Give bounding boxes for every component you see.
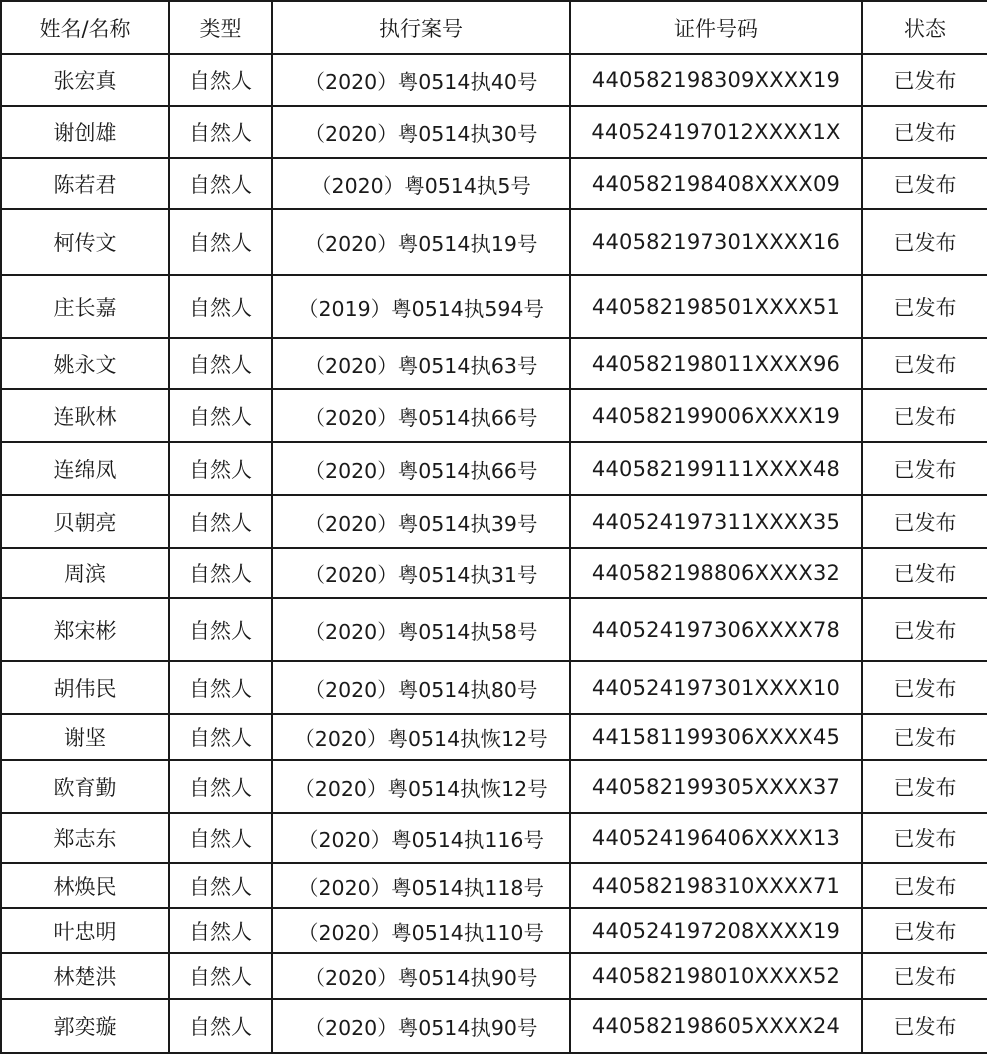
cell-status: 已发布 (862, 863, 987, 908)
cell-name: 谢坚 (1, 714, 169, 760)
cell-id-number: 440582199111XXXX48 (570, 442, 862, 495)
cell-type: 自然人 (169, 495, 272, 548)
cell-name: 姚永文 (1, 338, 169, 389)
cell-status: 已发布 (862, 714, 987, 760)
cell-case-number: （2020）粤0514执63号 (272, 338, 570, 389)
table-body (1, 54, 987, 1053)
cell-case-number: （2019）粤0514执594号 (272, 275, 570, 338)
cell-status: 已发布 (862, 548, 987, 598)
cell-id-number: 440582198605XXXX24 (570, 999, 862, 1053)
cell-name: 柯传文 (1, 209, 169, 275)
cell-name: 张宏真 (1, 54, 169, 106)
cell-type: 自然人 (169, 275, 272, 338)
table-row (1, 598, 987, 661)
cell-type: 自然人 (169, 813, 272, 863)
cell-case-number: （2020）粤0514执110号 (272, 908, 570, 953)
cell-case-number: （2020）粤0514执5号 (272, 158, 570, 209)
cell-type: 自然人 (169, 760, 272, 813)
cell-name: 郑志东 (1, 813, 169, 863)
table-row (1, 760, 987, 813)
cell-type: 自然人 (169, 389, 272, 442)
cell-id-number: 441581199306XXXX45 (570, 714, 862, 760)
cell-id-number: 440524196406XXXX13 (570, 813, 862, 863)
table-row (1, 338, 987, 389)
table-row (1, 54, 987, 106)
cell-case-number: （2020）粤0514执66号 (272, 442, 570, 495)
cell-type: 自然人 (169, 548, 272, 598)
table-row (1, 275, 987, 338)
cell-id-number: 440524197306XXXX78 (570, 598, 862, 661)
cell-id-number: 440524197301XXXX10 (570, 661, 862, 714)
cell-name: 周滨 (1, 548, 169, 598)
cell-status: 已发布 (862, 760, 987, 813)
cell-status: 已发布 (862, 389, 987, 442)
table-row (1, 389, 987, 442)
table-row (1, 908, 987, 953)
cell-case-number: （2020）粤0514执118号 (272, 863, 570, 908)
cell-id-number: 440582197301XXXX16 (570, 209, 862, 275)
table-row (1, 714, 987, 760)
cell-status: 已发布 (862, 598, 987, 661)
header-type: 类型 (169, 1, 272, 54)
cell-status: 已发布 (862, 495, 987, 548)
cell-type: 自然人 (169, 714, 272, 760)
header-case-number: 执行案号 (272, 1, 570, 54)
cell-type: 自然人 (169, 106, 272, 158)
cell-status: 已发布 (862, 442, 987, 495)
cell-type: 自然人 (169, 999, 272, 1053)
cell-case-number: （2020）粤0514执39号 (272, 495, 570, 548)
cell-id-number: 440582199305XXXX37 (570, 760, 862, 813)
table-row (1, 661, 987, 714)
table-row (1, 548, 987, 598)
cell-id-number: 440582198010XXXX52 (570, 953, 862, 999)
cell-name: 欧育勤 (1, 760, 169, 813)
cell-case-number: （2020）粤0514执116号 (272, 813, 570, 863)
cell-id-number: 440582198501XXXX51 (570, 275, 862, 338)
cell-status: 已发布 (862, 953, 987, 999)
cell-status: 已发布 (862, 158, 987, 209)
table-row (1, 209, 987, 275)
cell-status: 已发布 (862, 908, 987, 953)
cell-id-number: 440524197311XXXX35 (570, 495, 862, 548)
cell-status: 已发布 (862, 54, 987, 106)
cell-id-number: 440582198806XXXX32 (570, 548, 862, 598)
cell-type: 自然人 (169, 338, 272, 389)
table-row (1, 999, 987, 1053)
cell-name: 叶忠明 (1, 908, 169, 953)
cell-id-number: 440582198408XXXX09 (570, 158, 862, 209)
cell-id-number: 440582198309XXXX19 (570, 54, 862, 106)
cell-name: 庄长嘉 (1, 275, 169, 338)
cell-type: 自然人 (169, 863, 272, 908)
cell-name: 林焕民 (1, 863, 169, 908)
cell-case-number: （2020）粤0514执31号 (272, 548, 570, 598)
table-row (1, 495, 987, 548)
table-row (1, 953, 987, 999)
cell-case-number: （2020）粤0514执40号 (272, 54, 570, 106)
cell-type: 自然人 (169, 442, 272, 495)
cell-case-number: （2020）粤0514执恢12号 (272, 714, 570, 760)
cell-name: 连耿林 (1, 389, 169, 442)
cell-case-number: （2020）粤0514执恢12号 (272, 760, 570, 813)
cell-status: 已发布 (862, 813, 987, 863)
table-row (1, 813, 987, 863)
cell-id-number: 440582199006XXXX19 (570, 389, 862, 442)
table-row (1, 106, 987, 158)
cell-case-number: （2020）粤0514执80号 (272, 661, 570, 714)
cell-status: 已发布 (862, 338, 987, 389)
cell-id-number: 440524197012XXXX1X (570, 106, 862, 158)
header-row (1, 1, 987, 54)
cell-name: 连绵凤 (1, 442, 169, 495)
cell-name: 郑宋彬 (1, 598, 169, 661)
table-row (1, 863, 987, 908)
cell-name: 胡伟民 (1, 661, 169, 714)
cell-type: 自然人 (169, 598, 272, 661)
cell-status: 已发布 (862, 999, 987, 1053)
header-id-number: 证件号码 (570, 1, 862, 54)
cell-status: 已发布 (862, 209, 987, 275)
cell-name: 贝朝亮 (1, 495, 169, 548)
cell-type: 自然人 (169, 158, 272, 209)
cell-case-number: （2020）粤0514执19号 (272, 209, 570, 275)
cell-name: 林楚洪 (1, 953, 169, 999)
cell-status: 已发布 (862, 275, 987, 338)
cell-case-number: （2020）粤0514执58号 (272, 598, 570, 661)
header-status: 状态 (862, 1, 987, 54)
table-row (1, 442, 987, 495)
header-name: 姓名/名称 (1, 1, 169, 54)
cell-id-number: 440582198011XXXX96 (570, 338, 862, 389)
cell-type: 自然人 (169, 953, 272, 999)
cell-case-number: （2020）粤0514执66号 (272, 389, 570, 442)
cell-name: 谢创雄 (1, 106, 169, 158)
cell-case-number: （2020）粤0514执30号 (272, 106, 570, 158)
cell-case-number: （2020）粤0514执90号 (272, 999, 570, 1053)
cell-case-number: （2020）粤0514执90号 (272, 953, 570, 999)
cell-status: 已发布 (862, 106, 987, 158)
cell-type: 自然人 (169, 661, 272, 714)
cell-name: 陈若君 (1, 158, 169, 209)
cell-id-number: 440524197208XXXX19 (570, 908, 862, 953)
cell-type: 自然人 (169, 908, 272, 953)
table-row (1, 158, 987, 209)
cell-id-number: 440582198310XXXX71 (570, 863, 862, 908)
cell-name: 郭奕璇 (1, 999, 169, 1053)
cell-status: 已发布 (862, 661, 987, 714)
cell-type: 自然人 (169, 209, 272, 275)
cell-type: 自然人 (169, 54, 272, 106)
